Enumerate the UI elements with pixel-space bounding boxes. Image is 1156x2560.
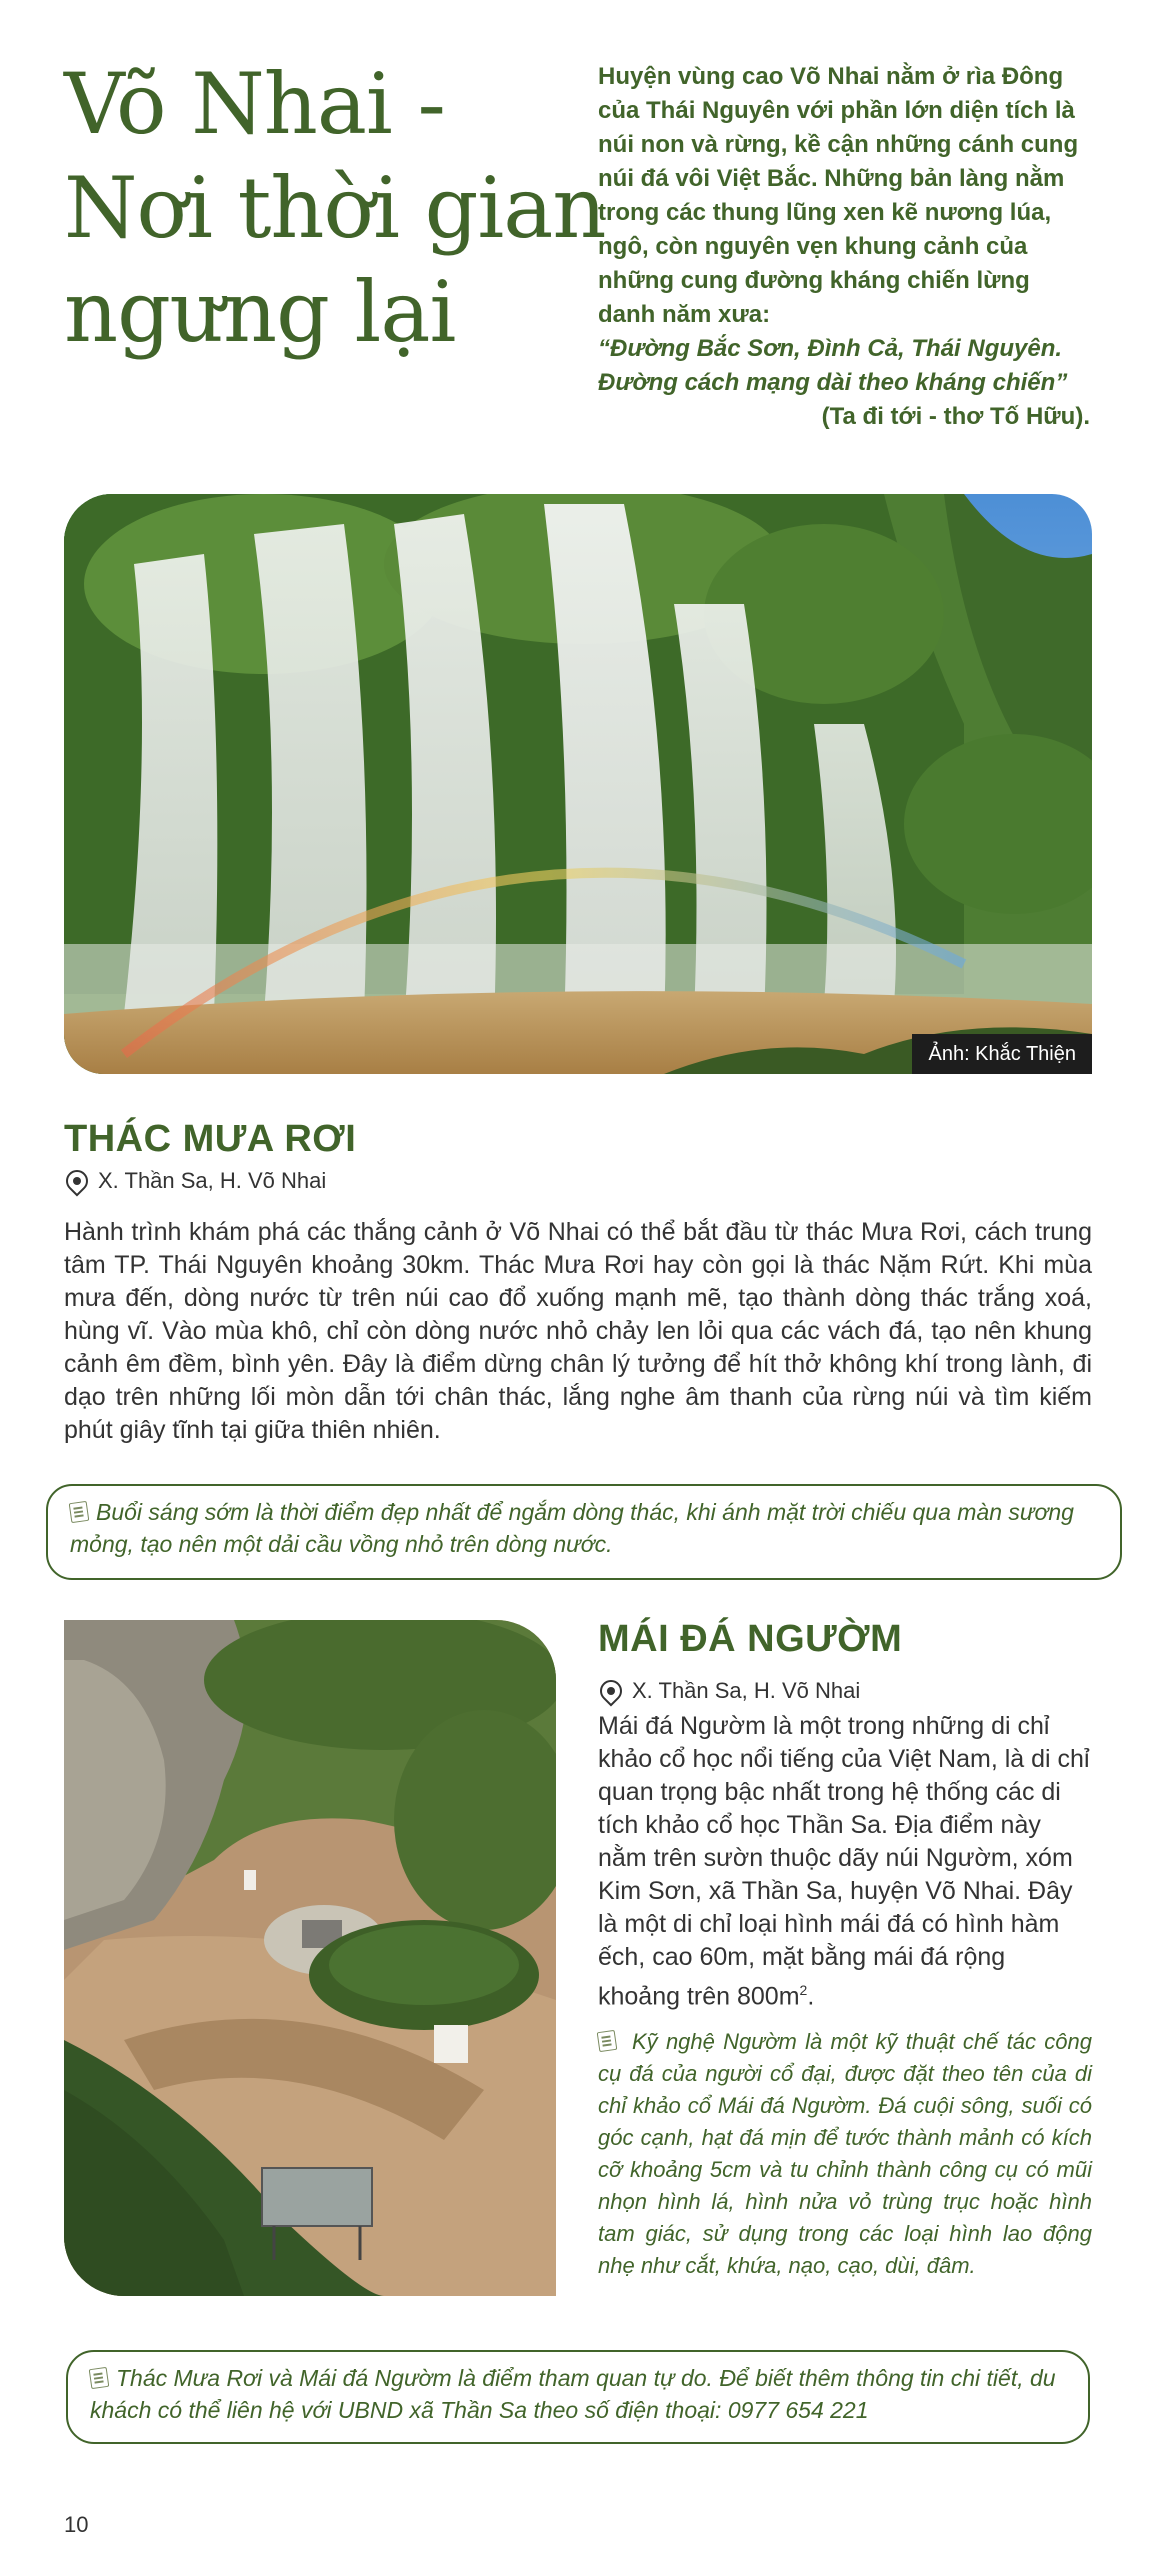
location-text: X. Thần Sa, H. Võ Nhai xyxy=(98,1168,327,1193)
photo-credit: Ảnh: Khắc Thiện xyxy=(912,1034,1092,1074)
tip-ky-nghe-nguom xyxy=(598,2026,1092,2282)
section1-body: Hành trình khám phá các thắng cảnh ở Võ Nhai có thể bắt đầu từ thác Mưa Rơi, cách trung tâm TP. Thái Nguyên khoảng 30km. Thác Mưa Rơi hay còn gọi là thác Nặm Rứt. Khi mùa mưa đến, dòng nước từ trên núi cao đổ xuống mạnh mẽ, tạo thành dòng thác trắng xoá, hùng vĩ. Vào mùa khô, chỉ còn dòng nước nhỏ chảy len lỏi qua các vách đá, tạo nên khung cảnh êm đềm, bình yên. Đây là điểm dừng chân lý tưởng để hít thở không khí trong lành, đi dạo trên những lối mòn dẫn tới chân thác, lắng nghe âm thanh của rừng núi và tìm kiếm phút giây tĩnh tại giữa thiên nhiên. xyxy=(64,1218,1092,1444)
intro-quote-source: (Ta đi tới - thơ Tố Hữu). xyxy=(821,403,1090,430)
location-text: X. Thần Sa, H. Võ Nhai xyxy=(632,1678,861,1703)
tip-side-text: Kỹ nghệ Ngườm là một kỹ thuật chế tác công cụ đá của người cổ đại, được đặt theo tên của di chỉ khảo cổ Mái đá Ngườm. Đá cuội sông, suối có góc cạnh, hạt đá mịn để tước thành mảnh có kích cỡ khoảng 5cm và tu chỉnh thành công cụ có mũi nhọn hình lá, hình nửa vỏ trùng trục hoặc hình tam giác, sử dụng trong các loại hình lao động nhẹ như cắt, khứa, nạo, cạo, dùi, đâm. xyxy=(598,2029,1092,2278)
note-icon xyxy=(69,1501,90,1523)
waterfall-illustration xyxy=(64,494,1092,1074)
rock-shelter-illustration xyxy=(64,1620,556,2296)
note-icon xyxy=(89,2367,110,2389)
section-title-mai-da-nguom: MÁI ĐÁ NGƯỜM xyxy=(598,1618,903,1660)
section2-body-end: . xyxy=(807,1982,815,2011)
footer-note-box xyxy=(66,2350,1090,2444)
location-mai-da-nguom xyxy=(600,1678,860,1704)
title-line-1: Võ Nhai - xyxy=(64,55,445,153)
mai-da-nguom-photo xyxy=(64,1620,556,2296)
intro-block xyxy=(598,60,1090,434)
footer-note-text: Thác Mưa Rơi và Mái đá Ngườm là điểm tham quan tự do. Để biết thêm thông tin chi tiết, du khách có thể liên hệ với UBND xã Thần Sa theo số điện thoại: 0977 654 221 xyxy=(90,2365,1056,2423)
location-pin-icon xyxy=(61,1165,92,1196)
intro-text: Huyện vùng cao Võ Nhai nằm ở rìa Đông của Thái Nguyên với phần lớn diện tích là núi non và rừng, kề cận những cánh cung núi đá vôi Việt Bắc. Những bản làng nằm trong các thung lũng xen kẽ nương lúa, ngô, còn nguyên vẹn khung cảnh của những cung đường kháng chiến lừng danh năm xưa: xyxy=(598,63,1079,328)
note-icon xyxy=(597,2030,618,2052)
page-title xyxy=(64,52,606,364)
location-pin-icon xyxy=(595,1675,626,1706)
intro-quote: “Đường Bắc Sơn, Đình Cả, Thái Nguyên. Đường cách mạng dài theo kháng chiến” xyxy=(598,335,1068,396)
tip-box-thac-mua-roi xyxy=(46,1484,1122,1580)
area-unit-superscript: 2 xyxy=(799,1982,808,1998)
section2-body xyxy=(598,1710,1092,2013)
tip-text: Buổi sáng sớm là thời điểm đẹp nhất để ngắm dòng thác, khi ánh mặt trời chiếu qua màn sương mỏng, tạo nên một dải cầu vồng nhỏ trên dòng nước. xyxy=(70,1499,1074,1557)
section-title-thac-mua-roi: THÁC MƯA RƠI xyxy=(64,1118,357,1160)
page-number: 10 xyxy=(64,2512,89,2537)
title-line-2: Nơi thời gian xyxy=(64,159,606,257)
section2-body-text: Mái đá Ngườm là một trong những di chỉ khảo cổ học nổi tiếng của Việt Nam, là di chỉ quan trọng bậc nhất trong hệ thống các di tích khảo cổ học Thần Sa. Địa điểm này nằm trên sườn thuộc dãy núi Ngườm, xóm Kim Sơn, xã Thần Sa, huyện Võ Nhai. Đây là một di chỉ loại hình mái đá có hình hàm ếch, cao 60m, mặt bằng mái đá rộng khoảng trên 800m xyxy=(598,1712,1090,2011)
title-line-3: ngưng lại xyxy=(64,263,456,361)
location-thac-mua-roi xyxy=(66,1168,326,1194)
waterfall-photo xyxy=(64,494,1092,1074)
